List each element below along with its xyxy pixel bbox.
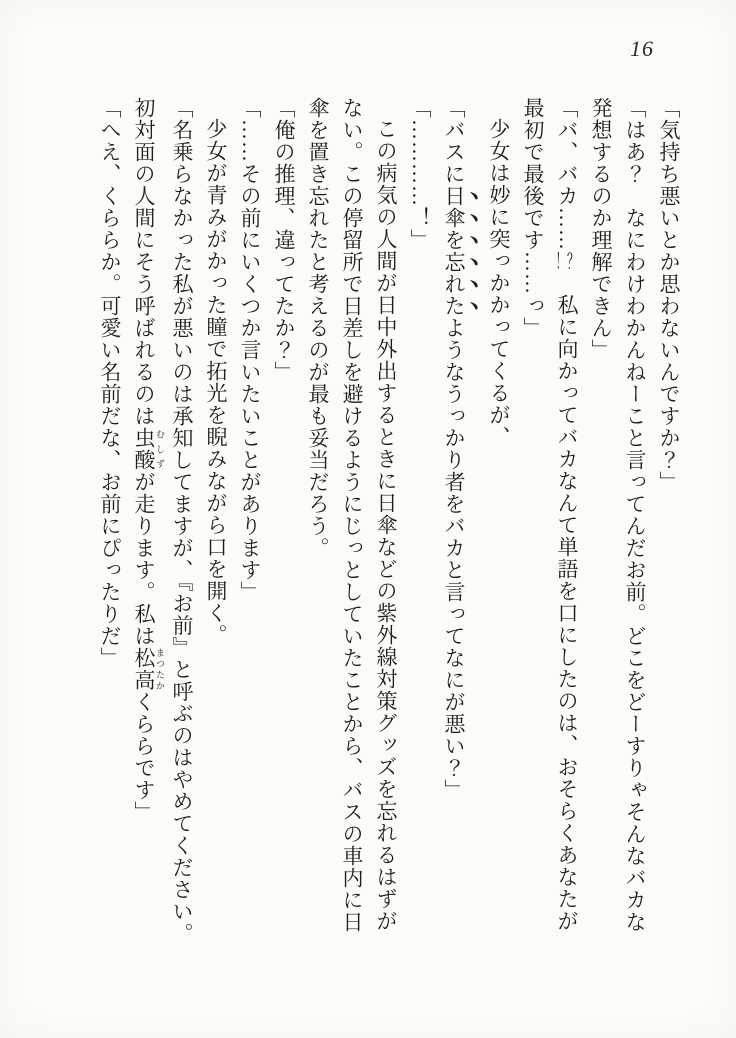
text-segment: が走ります。私は [132, 471, 156, 647]
text-line-continuation [301, 97, 335, 979]
text-line-dialogue [165, 97, 199, 979]
text-segment: 「バスに [442, 97, 466, 185]
text-line-narration [482, 97, 516, 979]
ruby-annotated-text: 松高 まつたか [132, 647, 165, 691]
emphasized-text: 日傘を忘れた [442, 185, 466, 317]
text-line-dialogue [437, 97, 482, 979]
text-segment: 発想するのか理解できん」 [589, 97, 613, 361]
text-line-continuation [516, 97, 550, 979]
text-segment: くららです」 [132, 691, 156, 823]
text-segment: この病気の人間が日中外出するときに日傘などの紫外線対策グッズを忘れるはずが [374, 118, 398, 932]
text-line-dialogue [233, 97, 267, 979]
text-line-dialogue [93, 97, 127, 979]
ruby-annotated-text: 虫酸 むしず [132, 427, 165, 471]
text-segment: 少女は妙に突っかかってくるが、 [487, 118, 511, 448]
text-line-narration [369, 97, 403, 979]
text-line-dialogue [618, 97, 652, 979]
text-line-dialogue [550, 97, 584, 979]
text-line-continuation [335, 97, 369, 979]
text-line-dialogue [267, 97, 301, 979]
page-number: 16 [630, 36, 654, 61]
text-segment: 「俺の推理、違ってたか？」 [272, 97, 296, 383]
tatechuyoko-text: ！？ [555, 251, 579, 272]
text-segment: 最初で最後です……っ」 [521, 97, 545, 339]
text-line-continuation [584, 97, 618, 979]
text-segment: 傘を置き忘れたと考えるのが最も妥当だろう。 [306, 97, 330, 559]
text-segment: 「気持ち悪いとか思わないんですか？」 [657, 97, 681, 493]
text-line-dialogue [403, 97, 437, 979]
text-segment: 「へえ、くららか。可愛い名前だな、お前にぴったりだ」 [98, 97, 122, 669]
text-segment: 「…………！」 [408, 97, 432, 251]
text-line-dialogue [652, 97, 686, 979]
text-line-continuation [127, 97, 165, 979]
text-segment: 「はあ？ なにわけわかんねーこと言ってんだお前。どこをどーすりゃそんなバカな [623, 97, 647, 933]
text-segment: 私に向かってバカなんて単語を口にしたのは、おそらくあなたが [555, 272, 579, 932]
text-segment: ない。この停留所で日差しを避けるようにじっとしていたことから、バスの車内に日 [340, 97, 364, 933]
text-block [93, 97, 686, 979]
text-segment: 少女が青みがかった瞳で拓光を睨みながら口を開く。 [204, 118, 228, 646]
text-segment: 「バ、バカ…… [555, 97, 579, 251]
text-segment: 「名乗らなかった私が悪いのは承知してますが、『お前』と呼ぶのはやめてください。 [170, 97, 194, 945]
text-segment: ようなうっかり者をバカと言ってなにが悪い？」 [442, 317, 466, 801]
furigana: むしず [155, 427, 165, 471]
text-segment: 「……その前にいくつか言いたいことがあります」 [238, 97, 262, 603]
furigana: まつたか [155, 647, 165, 691]
text-segment: 初対面の人間にそう呼ばれるのは [132, 97, 156, 427]
text-line-narration [199, 97, 233, 979]
